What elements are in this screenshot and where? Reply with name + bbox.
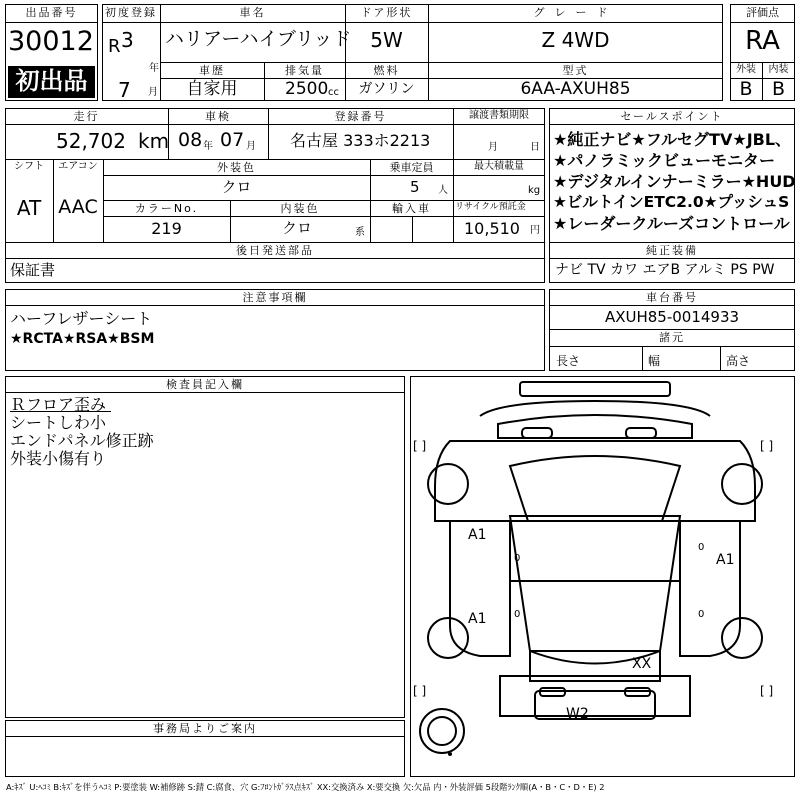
insp-month: 07: [220, 129, 245, 151]
insp-year-unit: 年: [203, 141, 213, 152]
year-unit: 年: [149, 63, 159, 74]
notes-label: 注意事項欄: [242, 291, 308, 304]
notes-line-2: ★RCTA★RSA★BSM: [10, 331, 155, 347]
inspection-label: 車検: [205, 110, 231, 123]
score-value: RA: [745, 26, 780, 56]
load-label: 最大積載量: [474, 161, 524, 172]
sales-line-5: ★レーダークルーズコントロール: [553, 214, 790, 233]
history-value: 自家用: [186, 79, 238, 99]
reg-month: 7: [118, 78, 131, 102]
zero-mark-2: 0: [514, 609, 521, 620]
lot-number: 30012: [8, 26, 94, 57]
mileage-label: 走行: [73, 110, 100, 123]
disp-value: 2500: [285, 79, 329, 99]
sales-line-1: ★純正ナビ★フルセグTV★JBL、: [553, 130, 792, 149]
name-label: 車名: [239, 6, 266, 19]
int-label: 内装: [768, 64, 789, 75]
bracket-right-bottom: [ ]: [760, 684, 774, 698]
sales-line-2: ★パノラミックビューモニター: [553, 151, 776, 170]
doors-label: ドア形状: [360, 6, 413, 19]
dims-width: 幅: [648, 354, 661, 368]
mileage-value: 52,702: [56, 129, 126, 153]
first-reg-label: 初度登録: [105, 6, 157, 19]
damage-mark-w2: W2: [566, 706, 589, 722]
damage-mark-a1-right: A1: [716, 552, 735, 568]
equipment-value: ナビ TV カワ エアB アルミ PS PW: [555, 262, 775, 278]
car-name: ハリアーハイブリッド: [165, 28, 352, 50]
first-listing-text: 初出品: [15, 67, 88, 95]
insp-month-unit: 月: [246, 141, 256, 152]
chassis-label: 車台番号: [646, 291, 698, 304]
color-no-label: カラーNo.: [134, 202, 199, 215]
inspector-line-2: シートしわ小: [10, 413, 107, 432]
ext-grade: B: [739, 78, 753, 100]
recycle-label: リサイクル預託金: [455, 202, 526, 212]
bracket-right-top: [ ]: [760, 439, 774, 453]
zero-mark-1: 0: [514, 553, 521, 564]
month-unit: 月: [148, 87, 158, 98]
dims-label: 諸元: [659, 331, 685, 344]
insp-year: 08: [178, 129, 203, 151]
inspector-label: 検査員記入欄: [166, 378, 244, 391]
load-unit: kg: [528, 185, 541, 196]
score-label: 評価点: [746, 6, 779, 19]
interior-suffix: 系: [355, 227, 365, 238]
ac-value: AAC: [58, 196, 98, 218]
transfer-month: 月: [488, 142, 498, 153]
damage-mark-a1-rear-left: A1: [468, 611, 487, 627]
sales-label: セールスポイント: [620, 110, 724, 123]
office-label: 事務局よりご案内: [153, 722, 257, 735]
car-diagram: [410, 376, 795, 777]
grade-label: グレード: [533, 6, 618, 19]
capacity-value: 5: [410, 178, 420, 196]
dims-height: 高さ: [726, 354, 751, 368]
fuel-label: 燃料: [373, 64, 400, 77]
color-no-value: 219: [151, 219, 182, 238]
transfer-label: 譲渡書類期限: [469, 110, 529, 121]
shift-value: AT: [16, 196, 42, 220]
model-label: 型式: [562, 64, 589, 77]
recycle-value: 10,510: [464, 219, 520, 238]
inspector-line-1: Ｒフロア歪み: [10, 395, 107, 414]
transfer-day: 日: [530, 142, 540, 153]
disp-label: 排気量: [285, 64, 324, 77]
bracket-left-top: [ ]: [413, 439, 427, 453]
model-value: 6AA-AXUH85: [520, 79, 631, 99]
equipment-label: 純正装備: [646, 244, 698, 257]
history-label: 車歴: [199, 64, 225, 77]
int-grade: B: [771, 78, 786, 100]
damage-mark-a1-front-left: A1: [468, 527, 487, 543]
import-label: 輸入車: [392, 202, 431, 215]
ext-label: 外装: [736, 64, 756, 75]
parts-value: 保証書: [10, 261, 56, 279]
interior-color-label: 内装色: [280, 202, 320, 215]
fuel-value: ガソリン: [358, 81, 415, 97]
inspector-line-4: 外装小傷有り: [10, 449, 107, 468]
zero-mark-3: 0: [698, 542, 705, 553]
ac-label: エアコン: [58, 161, 98, 172]
mileage-unit: km: [138, 129, 170, 153]
inspector-line-3: エンドパネル修正跡: [10, 431, 154, 450]
reg-era: R: [108, 36, 121, 57]
lot-label: 出品番号: [25, 6, 78, 19]
disp-unit: cc: [328, 87, 339, 98]
plate-label: 登録番号: [334, 110, 387, 123]
legend-text: A:ｷｽﾞ U:ﾍｺﾐ B:ｷｽﾞを伴うﾍｺﾐ P:要塗装 W:補修跡 S:錆 C:腐食、穴 G:ﾌﾛﾝﾄｶﾞﾗｽ点ｷｽﾞ XX:交換済み X:要交換 欠:欠品 内・外装評価 5段階ﾗﾝｸ順(A・B・C・D・E) 2: [6, 782, 605, 792]
interior-color-value: クロ: [282, 219, 313, 237]
color-value: クロ: [221, 178, 252, 196]
capacity-unit: 人: [438, 185, 448, 196]
damage-mark-xx: XX: [632, 656, 652, 672]
sales-line-3: ★デジタルインナーミラー★HUD: [553, 172, 796, 191]
color-label: 外装色: [217, 161, 256, 174]
parts-label: 後日発送部品: [236, 244, 314, 257]
bracket-left-bottom: [ ]: [413, 684, 427, 698]
reg-year: 3: [121, 28, 134, 52]
recycle-unit: 円: [530, 225, 540, 236]
notes-line-1: ハーフレザーシート: [10, 309, 153, 328]
dims-length: 長さ: [556, 354, 581, 368]
zero-mark-4: 0: [698, 609, 705, 620]
grade-value: Z 4WD: [541, 28, 610, 52]
shift-label: シフト: [14, 161, 44, 172]
doors-value: 5W: [370, 28, 403, 52]
capacity-label: 乗車定員: [389, 161, 434, 174]
chassis-value: AXUH85-0014933: [604, 308, 740, 326]
plate-value: 名古屋 333ホ2213: [290, 131, 431, 150]
sales-line-4: ★ビルトインETC2.0★プッシュS: [553, 193, 790, 211]
